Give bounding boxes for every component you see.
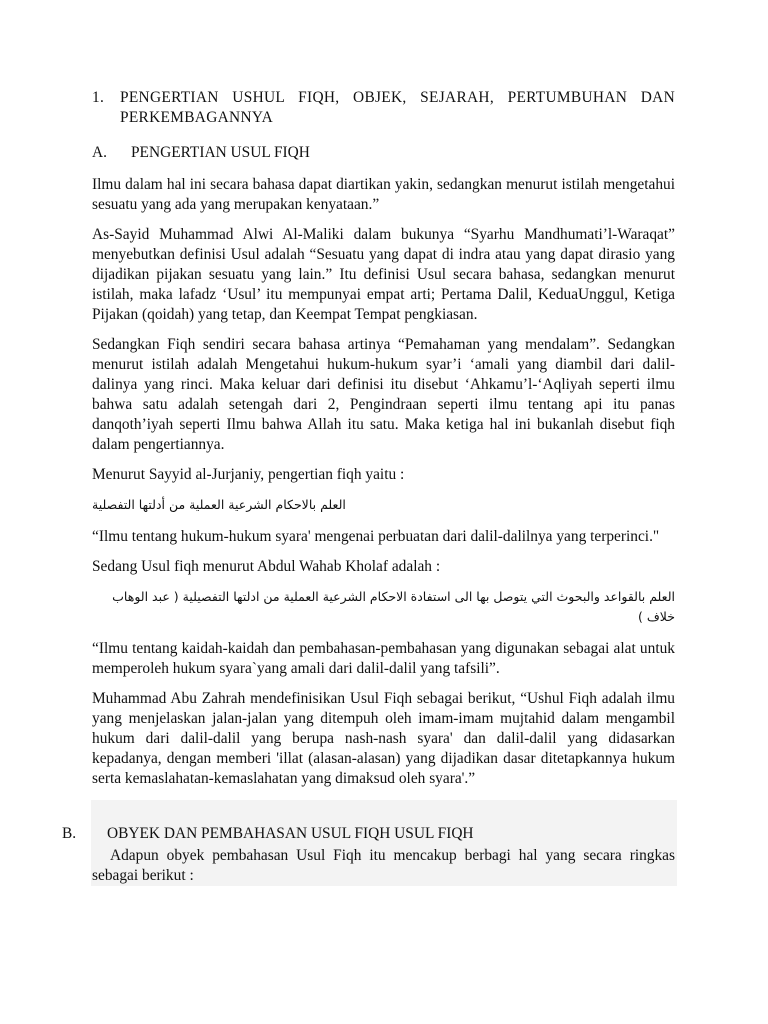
section-b-title: OBYEK DAN PEMBAHASAN USUL FIQH USUL FIQH xyxy=(107,825,474,842)
paragraph-jurjaniy: Menurut Sayyid al-Jurjaniy, pengertian fiqh yaitu : xyxy=(92,466,405,483)
paragraph-kholaf: Sedang Usul fiqh menurut Abdul Wahab Kholaf adalah : xyxy=(92,558,441,575)
arabic-definition-usul: العلم بالقواعد والبحوث التي يتوصل بها الى استفادة الاحكام الشرعية العملية من ادلتها التفصيلية ( عبد الوهاب خلاف ) xyxy=(112,589,675,624)
quote-usul-definition: “Ilmu tentang kaidah-kaidah dan pembahasan-pembahasan yang digunakan sebagai alat untuk memperoleh hukum syara`yang amali dari dalil-dalil yang tafsili”. xyxy=(92,640,675,677)
chapter-title: PENGERTIAN USHUL FIQH, OBJEK, SEJARAH, PERTUMBUHAN DAN PERKEMBAGANNYA xyxy=(120,89,675,126)
paragraph-abu-zahrah: Muhammad Abu Zahrah mendefinisikan Usul Fiqh sebagai berikut, “Ushul Fiqh adalah ilmu yang menjelaskan jalan-jalan yang ditempuh oleh imam-imam mujtahid dalam mengambil hukum dari dalil-dalil yang berupa nash-nash syara' dan dalil-dalil yang didasarkan kepadanya, dengan memberi 'illat (alasan-alasan) yang dijadikan dasar ditetapkannya hukum serta kemaslahatan-kemaslahatan yang dimaksud oleh syara'.” xyxy=(92,690,675,787)
paragraph-ilmu: Ilmu dalam hal ini secara bahasa dapat diartikan yakin, sedangkan menurut istilah mengetahui sesuatu yang ada yang merupakan kenyataan.” xyxy=(92,176,675,213)
section-a-heading xyxy=(92,143,675,163)
paragraph-as-sayid: As-Sayid Muhammad Alwi Al-Maliki dalam bukunya “Syarhu Mandhumati’l-Waraqat” menyebutkan definisi Usul adalah “Sesuatu yang dapat di indra atau yang dapat dirasio yang dijadikan pijakan sesuatu yang lain.” Itu definisi Usul secara bahasa, sedangkan menurut istilah, maka lafadz ‘Usul’ itu mempunyai empat arti; Pertama Dalil, KeduaUnggul, Ketiga Pijakan (qoidah) yang tetap, dan Keempat Tempat pengkiasan. xyxy=(92,226,675,323)
section-b-heading xyxy=(62,824,682,844)
chapter-heading xyxy=(92,88,675,128)
document-page xyxy=(92,88,675,799)
paragraph-fiqh: Sedangkan Fiqh sendiri secara bahasa artinya “Pemahaman yang mendalam”. Sedangkan menurut istilah adalah Mengetahui hukum-hukum syar’i ‘amali yang diambil dari dalil-dalinya yang rinci. Maka keluar dari definisi itu disebut ‘Ahkamu’l-‘Aqliyah seperti ilmu bahwa satu adalah setengah dari 2, Pengindraan seperti ilmu tentang api itu panas danqoth’iyah seperti Ilmu bahwa Allah itu satu. Maka ketiga hal ini bukanlah disebut fiqh dalam pengertiannya. xyxy=(92,336,675,453)
section-a-title: PENGERTIAN USUL FIQH xyxy=(131,144,310,161)
quote-fiqh-definition: “Ilmu tentang hukum-hukum syara' mengenai perbuatan dari dalil-dalilnya yang terperinci." xyxy=(92,528,660,545)
arabic-definition-fiqh: العلم بالاحكام الشرعية العملية من أدلتها التفصلية xyxy=(92,497,346,512)
section-a-number: A. xyxy=(92,144,107,161)
chapter-number: 1. xyxy=(92,89,105,106)
section-b-number: B. xyxy=(62,825,77,842)
section-b-body: Adapun obyek pembahasan Usul Fiqh itu mencakup berbagi hal yang secara ringkas sebagai berikut : xyxy=(92,847,675,884)
